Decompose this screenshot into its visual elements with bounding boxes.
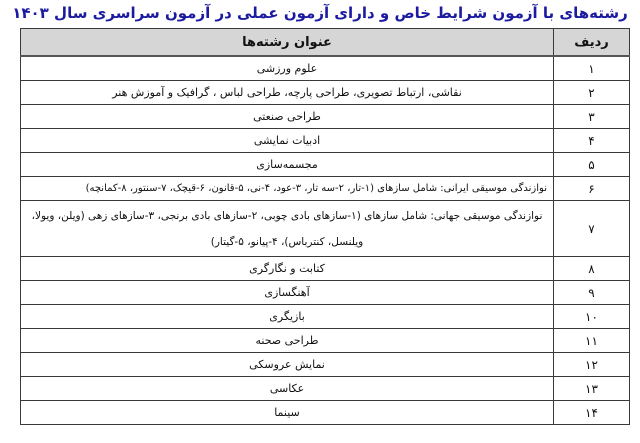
table-row — [21, 153, 630, 177]
row-number: ۹ — [554, 281, 630, 305]
table-row — [21, 329, 630, 353]
field-name: سینما — [21, 401, 554, 425]
table-row — [21, 201, 630, 257]
row-number: ۱۳ — [554, 377, 630, 401]
field-name: ادبیات نمایشی — [21, 129, 554, 153]
row-number: ۸ — [554, 257, 630, 281]
table-row — [21, 129, 630, 153]
row-number: ۵ — [554, 153, 630, 177]
table-row — [21, 257, 630, 281]
table-row — [21, 177, 630, 201]
table-row — [21, 56, 630, 81]
row-number: ۱۴ — [554, 401, 630, 425]
field-name: طراحی صنعتی — [21, 105, 554, 129]
table-row — [21, 401, 630, 425]
field-name: نقاشی، ارتباط تصویری، طراحی پارچه، طراحی لباس ، گرافیک و آموزش هنر — [21, 81, 554, 105]
row-number: ۳ — [554, 105, 630, 129]
table-row — [21, 353, 630, 377]
row-number: ۴ — [554, 129, 630, 153]
row-number: ۶ — [554, 177, 630, 201]
fields-table — [20, 28, 630, 425]
page-title: رشته‌های با آزمون شرایط خاص و دارای آزمون عملی در آزمون سراسری سال ۱۴۰۳ — [12, 4, 628, 22]
field-name: نوازندگی موسیقی ایرانی: شامل سازهای (۱-تار، ۲-سه تار، ۳-عود، ۴-نی، ۵-قانون، ۶-قیچک، ۷-سنتور، ۸-کمانچه) — [21, 177, 554, 201]
table-row — [21, 281, 630, 305]
row-number: ۲ — [554, 81, 630, 105]
table-row — [21, 81, 630, 105]
table-row — [21, 305, 630, 329]
field-name: علوم ورزشی — [21, 56, 554, 81]
row-number: ۱۰ — [554, 305, 630, 329]
field-name: نوازندگی موسیقی جهانی: شامل سازهای (۱-سازهای بادی چوبی، ۲-سازهای بادی برنجی، ۳-سازهای زهی (ویلن، ویولا، ویلنسل، کنترباس)، ۴-پیانو، ۵-گیتار) — [21, 201, 554, 257]
row-number: ۱۱ — [554, 329, 630, 353]
row-number: ۱۲ — [554, 353, 630, 377]
row-number: ۷ — [554, 201, 630, 257]
field-name: عکاسی — [21, 377, 554, 401]
field-name: نمایش عروسکی — [21, 353, 554, 377]
field-name: بازیگری — [21, 305, 554, 329]
table-row — [21, 377, 630, 401]
row-number: ۱ — [554, 56, 630, 81]
table-row — [21, 105, 630, 129]
header-row-number: ردیف — [554, 29, 630, 57]
field-name: آهنگسازی — [21, 281, 554, 305]
header-field-title: عنوان رشته‌ها — [21, 29, 554, 57]
field-name: طراحی صحنه — [21, 329, 554, 353]
field-name: مجسمه‌سازی — [21, 153, 554, 177]
table-header-row — [21, 29, 630, 57]
field-name: کتابت و نگارگری — [21, 257, 554, 281]
